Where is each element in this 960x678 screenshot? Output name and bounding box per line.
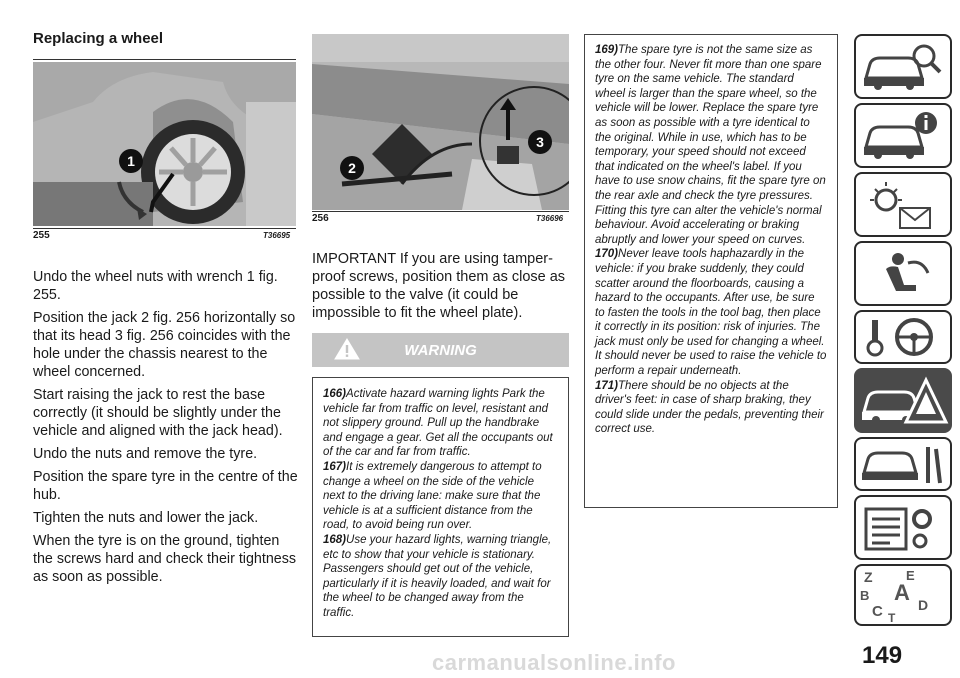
car-info-icon: [856, 105, 950, 166]
instruction-paragraph: Undo the nuts and remove the tyre.: [33, 446, 258, 462]
side-tab-controls[interactable]: [854, 310, 952, 364]
index-letter: T: [888, 611, 896, 624]
car-search-icon: [856, 36, 950, 97]
instructions-text: [33, 268, 298, 591]
page-number: 149: [862, 642, 903, 669]
key-steering-wheel-icon: [856, 312, 950, 362]
figure-256-callout-2: 2: [348, 160, 356, 176]
instruction-paragraph: Start raising the jack to rest the base correctly (it should be slightly under the vehicle and aligned with the jack head).: [33, 387, 283, 439]
figure-256-image: [312, 34, 569, 210]
warning-lights-message-icon: [856, 174, 950, 235]
car-tools-icon: [856, 439, 950, 489]
warning-item-169: 169)The spare tyre is not the same size as the other four. Never fit more than one spare tyre on the same vehicle. The standard wheel is larger than the spare wheel, so the vehicle will be lower. Replace the spare tyre as soon as possible with a tyre identical to the original. While in use, which has to be temporary, your speed should not exceed that indicated on the wheel's label. If you have to use snow chains, fit the spare tyre on the rear axle and check the tyre pressures. Fitting this tyre can alter the vehicle's normal behaviour. Avoid accelerating or braking abruptly and lower your speed on curves.: [595, 44, 826, 246]
index-letter: E: [906, 568, 915, 583]
warning-item-166: 166)Activate hazard warning lights Park the vehicle far from traffic on level, resistant and not slippery ground. Pull up the handbrake and engage a gear. Get all the occupants out of the car and far from traffic.: [323, 388, 553, 459]
jack-illustration: [312, 34, 569, 210]
instruction-paragraph: Position the spare tyre in the centre of the hub.: [33, 469, 298, 503]
checklist-gear-icon: [856, 497, 950, 558]
side-tab-warning-lights[interactable]: [854, 172, 952, 237]
figure-255-callout-1: 1: [127, 153, 135, 169]
heading-rule: [33, 59, 296, 60]
warning-item-167: 167)It is extremely dangerous to attempt to change a wheel on the side of the vehicle next to the driving lane: make sure that the vehicle is at a sufficient distance from the road, to avoid being run over.: [323, 460, 542, 532]
warning-item-168: 168)Use your hazard lights, warning triangle, etc to show that your vehicle is stationary. Passengers should get out of the vehicle, particularly if it is heavily loaded, and wait for the wheel to be changed away from the traffic.: [323, 533, 552, 619]
side-tab-safety[interactable]: [854, 241, 952, 306]
side-tab-car-info[interactable]: [854, 103, 952, 168]
instruction-paragraph: Position the jack 2 fig. 256 horizontally so that its head 3 fig. 256 coincides with the hole under the chassis nearest to the wheel concerned.: [33, 310, 296, 380]
important-note: IMPORTANT If you are using tamper-proof screws, position them as close as possible to the valve (it could be impossible to fit the wheel plate).: [312, 251, 566, 321]
side-tab-index[interactable]: [854, 564, 952, 626]
wheel-wrench-illustration: [33, 62, 296, 226]
instruction-paragraph: Undo the wheel nuts with wrench 1 fig. 255.: [33, 269, 278, 303]
watermark: carmanualsonline.info: [432, 650, 676, 675]
side-tab-technical-data[interactable]: [854, 495, 952, 560]
figure-256-callout-3: 3: [536, 134, 544, 150]
seat-airbag-icon: [856, 243, 950, 304]
side-tab-car-search[interactable]: [854, 34, 952, 99]
index-letter: A: [894, 580, 910, 605]
figure-256-number: 256: [312, 213, 329, 224]
instruction-paragraph: When the tyre is on the ground, tighten the screws hard and check their tightness as soon as possible.: [33, 533, 297, 585]
figure-256-code: T36696: [536, 214, 564, 223]
figure-255-rule: [33, 228, 296, 229]
section-heading: Replacing a wheel: [33, 30, 164, 47]
warning-box-col2: [312, 377, 569, 637]
warning-title: WARNING: [404, 342, 477, 359]
warning-header: [312, 333, 569, 367]
warning-item-170: 170)Never leave tools haphazardly in the vehicle: if you brake suddenly, they could scatter around the floorboards, causing a hazard to the occupants. After use, be sure to fasten the tools in the tool bag, then place it correctly in its position: risk of injuries. The jack must only be used for changing a wheel. It should never be used to raise the vehicle to perform a repair underneath.: [595, 248, 827, 378]
figure-255-image: [33, 62, 296, 226]
figure-255-code: T36695: [263, 231, 291, 240]
instruction-paragraph: Tighten the nuts and lower the jack.: [33, 510, 259, 526]
side-tab-emergency[interactable]: [854, 368, 952, 433]
car-emergency-triangle-icon: [856, 370, 950, 431]
warning-item-171: 171)There should be no objects at the driver's feet: in case of sharp braking, they could slide under the pedals, preventing their correct use.: [595, 379, 824, 436]
index-letter: B: [860, 588, 870, 603]
warning-box-col3: [584, 34, 838, 508]
side-tab-maintenance[interactable]: [854, 437, 952, 491]
figure-255-number: 255: [33, 230, 50, 241]
index-letter: C: [872, 603, 883, 620]
figure-256-rule: [312, 211, 569, 212]
alphabet-index-icon: [856, 566, 950, 624]
index-letter: D: [918, 597, 929, 613]
index-letter: Z: [864, 569, 873, 585]
